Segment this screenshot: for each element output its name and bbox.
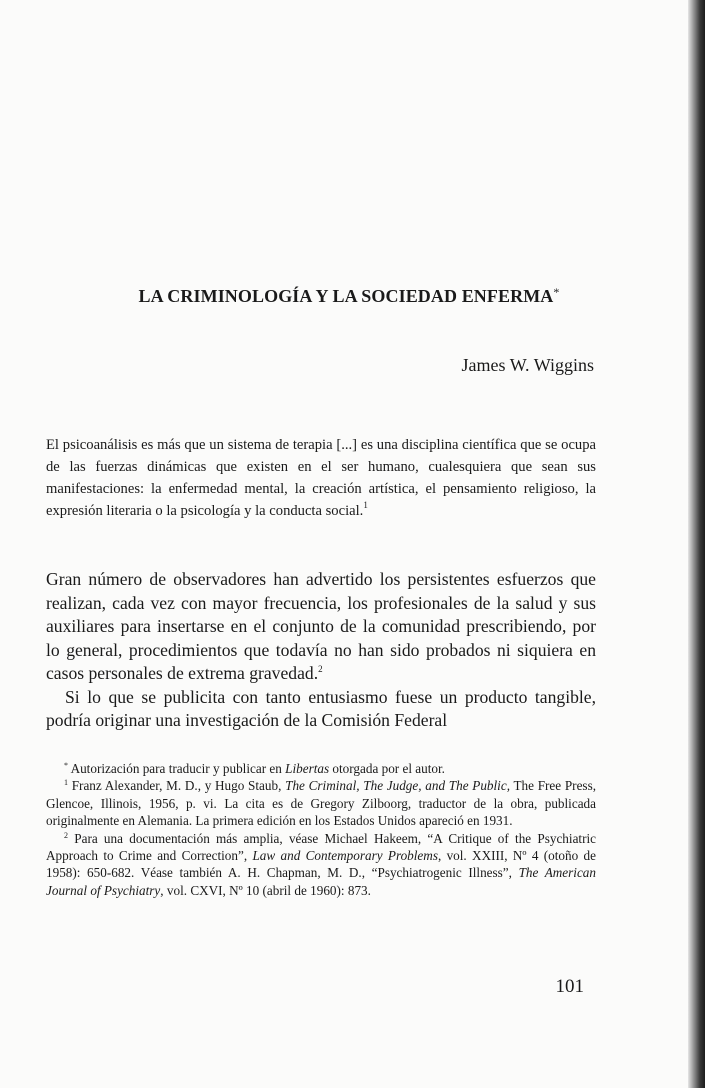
footnote-1-italic: The Criminal, The Judge, and The Public, bbox=[285, 778, 510, 794]
footnote-2-italic-b: The American Journal of Psychiatry bbox=[46, 865, 596, 898]
footnote-2-marker: 2 bbox=[64, 830, 68, 840]
footnote-star-italic: Libertas bbox=[285, 761, 330, 776]
paragraph-1 bbox=[46, 568, 596, 686]
epigraph-note-ref: 1 bbox=[363, 500, 368, 510]
footnote-star-text-1: Autorización para traducir y publicar en bbox=[68, 761, 286, 776]
footnote-2-text-c: , vol. CXVI, Nº 10 (abril de 1960): 873. bbox=[160, 882, 371, 898]
footnote-star bbox=[46, 760, 596, 777]
body-text bbox=[46, 568, 596, 733]
article-author: James W. Wiggins bbox=[461, 355, 594, 375]
footnote-2-italic-a: Law and Contemporary Problems bbox=[252, 848, 438, 864]
title-footnote-marker: * bbox=[553, 285, 560, 299]
footnote-2-text-b: , vol. XXIII, Nº 4 (otoño de 1958): 650-682. Véase también A. H. Chapman, M. D., “Psychiatrogenic Illness”, bbox=[46, 848, 596, 881]
page-number: 101 bbox=[555, 976, 584, 997]
footnotes bbox=[46, 760, 596, 899]
binding-shadow bbox=[688, 0, 705, 1088]
footnote-1-text-2: The Free Press, Glencoe, Illinois, 1956, p. vi. La cita es de Gregory Zilboorg, traductor de la obra, publicada originalmente en Alemania. La primera edición en los Estados Unidos apareció en 1931. bbox=[46, 778, 596, 829]
footnote-2-text-a: Para una documentación más amplia, véase Michael Hakeem, “A Critique of the Psychiatric Approach to Crime and Correction”, bbox=[46, 830, 596, 864]
footnote-1 bbox=[46, 777, 596, 829]
epigraph bbox=[46, 434, 596, 522]
article-title bbox=[0, 286, 688, 307]
footnote-star-marker: * bbox=[64, 761, 68, 770]
epigraph-text: El psicoanálisis es más que un sistema de terapia [...] es una disciplina científica que se ocupa de las fuerzas dinámicas que existen en el ser humano, cualesquiera que sean sus manifestaciones: la enfermedad mental, la creación artística, el pensamiento religioso, la expresión literaria o la psicología y la conducta social. bbox=[46, 437, 596, 519]
paragraph-1-note-ref: 2 bbox=[318, 664, 323, 674]
footnote-2 bbox=[46, 830, 596, 900]
footnote-1-text-1: Franz Alexander, M. D., y Hugo Staub, bbox=[68, 778, 286, 794]
paragraph-2: Si lo que se publicita con tanto entusiasmo fuese un producto tangible, podría originar una investigación de la Comisión Federal bbox=[46, 686, 596, 730]
footnote-star-text-2: otorgada por el autor. bbox=[329, 761, 445, 776]
paragraph-1-text: Gran número de observadores han advertido los persistentes esfuerzos que realizan, cada vez con mayor frecuencia, los profesionales de la salud y sus auxiliares para insertarse en el conjunto de la comunidad prescribiendo, por lo general, procedimientos que todavía no han sido probados ni siquiera en casos personales de extrema gravedad. bbox=[46, 569, 596, 683]
footnote-1-marker: 1 bbox=[64, 778, 68, 788]
article-title-text: LA CRIMINOLOGÍA Y LA SOCIEDAD ENFERMA bbox=[138, 286, 554, 306]
